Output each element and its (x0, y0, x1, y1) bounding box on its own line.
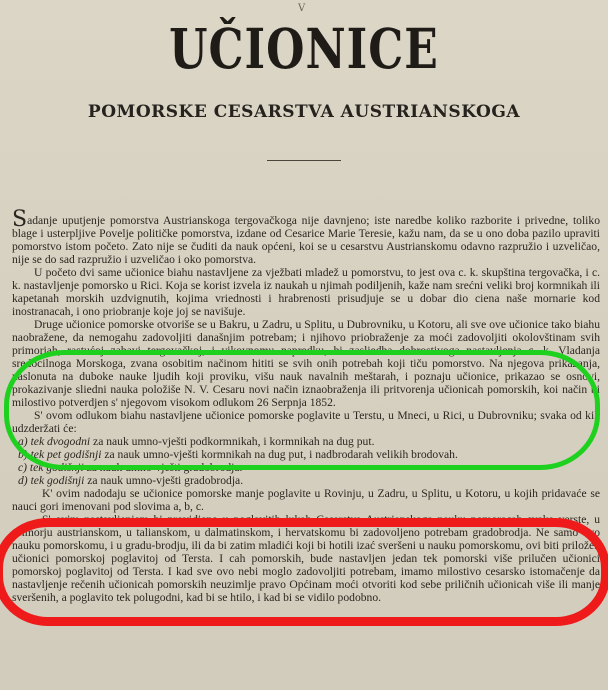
closing-paragraph-2: S' ovim nastavljenjem bi providjeno u poglavitih lukah Cesarstva Austrianskoga nauku pomoracah svake verste, u primorju austrianskom, u talianskom, u dalmatinskom, i hervatskomu bi zadovoljeno potrebam gradobrodja. Ne samo ovo nauku pomorskomu, i u gradu-brodju, ili da bi zatim mladići koji bi hotili izać sveršeni u nauku pomorskomu, ovi biti priložen učionici pomorskoj poglavitoj od Tersta. I cah pomorskih, bude nastavljen jedan tek pomorski više prilučen učionici pomorskoj poglavitoj od Tersta. I kad sve ovo nebi moglo zadovoljiti potrebam, imamo milostivo cesarsko istomačenje da nastavljenje rečenih učionicah pomorskih neuzimlje pravo Općinam moći otvoriti kod sebe priličnih učionicah više ili manje sveršenih, a poglavito tek polugodni, kad bi se htilo, i kad bi se vidilo podobno. (12, 513, 600, 604)
body-text (12, 207, 600, 604)
dropcap: S (12, 207, 28, 232)
list-marker: b) (18, 448, 28, 461)
paragraph-2: U početo dvi same učionice biahu nastavljene za vježbati mladež u pomorstvu, to jest ova c. k. skupština tergovačka, i c. k. nastavljenje pomorsko u Rici. Koja se korist izvela iz naukah u njimah podiljenih, kaže nam srećni veliki broj kormnikah ili kapetanah morskih uzdvignutih, kojima vriednosti i hrabrenosti prisudjuje se u dobar dio ciena naše mornarie kod inostranacah, i ono priobranje koje joj se navišuje. (12, 266, 600, 318)
list-item-a (12, 435, 600, 448)
list-label: tek dvogodni (30, 435, 91, 448)
paragraph-3: Druge učionice pomorske otvoriše se u Bakru, u Zadru, u Splitu, u Dubrovniku, u Kotoru, ali sve ove učionice tako biahu naobražene, da nemogahu zadovoljiti današnjim potrebam; i njihovo priobraženje za moći zadovoljiti okolovštinam svih primorjah, rastućoj zabavi tergovačkoj, i vikovnomu napredku, bi zasliedba dobrostivoga nastavljenja c. k. Vladanja sredocilnoga Morskoga, zvana osobitim načinom hititi se svih onih potrebah koji tiču pomorstvo. Na njegova prikazanja, naslonuta na duboke nauke ljudih koji proviku, višu nauk navalnih meštarah, i poznaju učionice, prikazao se osnovi, prokazivanje sliedni nauka položiše N. V. Cesaru novi način iznaobraženja ili pritvorenja učionicah pomorskih, koi način bi milostivo potverdjen s' njegovom visokom odlukom 26 Serpnja 1852. (12, 318, 600, 409)
document-title: UČIONICE (169, 18, 439, 82)
document-subtitle: POMORSKE CESARSTVA AUSTRIANSKOGA (87, 102, 521, 122)
list-marker: a) (18, 435, 28, 448)
list-text: za nauk umno-vješti kormnikah na dug put, i nadbrodarah velikih brodovah. (104, 448, 458, 461)
list-label: tek pet godišnji (30, 448, 102, 461)
list-label: tek godišnji (29, 461, 84, 474)
list-item-d (12, 474, 600, 487)
list-item-c (12, 461, 600, 474)
list-text: za nauk umno-vješti gradobrodja. (86, 461, 243, 474)
paragraph-1 (12, 207, 600, 266)
title-rule (267, 160, 341, 161)
signature-mark: V (298, 3, 306, 14)
list-marker: d) (18, 474, 28, 487)
paragraph-1-text: adanje uputjenje pomorstva Austrianskoga tergovačkoga nije davnjeno; iste naredbe koliko razborite i privedne, toliko blage i usterpljive Povelje političke pomorstva, izdane od Cesarice Marie Teresie, kažu nam, da se u ono doba pazilo upraviti pomorstvo istom početo. Zato nije se čuditi da nauk općeni, koi se u cesarstvu Austrianskomu odavno razpružio i uzveličao, nije se do sad razpružio i uzveličao i oko pomorstva. (12, 214, 600, 266)
list-text: za nauk umno-vješti gradobrodja. (87, 474, 244, 487)
list-label: tek godišnji (30, 474, 85, 487)
closing-paragraph-1: K' ovim nadodaju se učionice pomorske manje poglavite u Rovinju, u Zadru, u Splitu, u Kotoru, u kojih pridavaće se nauci gori imenovani pod slovima a, b, c. (12, 487, 600, 513)
list-text: za nauk umno-vješti podkormnikah, i kormnikah na dug put. (93, 435, 375, 448)
list-marker: c) (18, 461, 28, 474)
paragraph-4: S' ovom odlukom biahu nastavljene učionice pomorske poglavite u Terstu, u Mneci, u Rici, u Dubrovniku; svaka od kih udzderžati će: (12, 409, 600, 435)
list-item-b (12, 448, 600, 461)
